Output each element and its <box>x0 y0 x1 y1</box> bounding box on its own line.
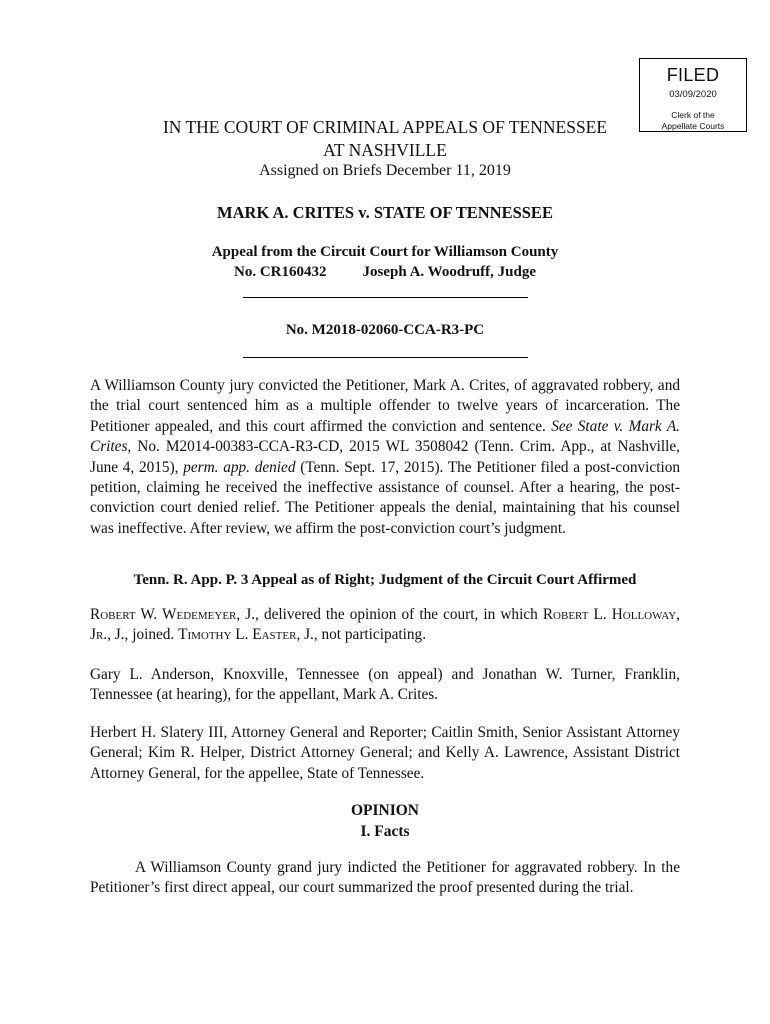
appeal-info <box>90 242 680 282</box>
facts-paragraph: A Williamson County grand jury indicted the Petitioner for aggravated robbery. In the Petitioner’s first direct appeal, our court summarized the proof presented during the trial. <box>90 859 680 897</box>
docket-number: No. M2018-02060-CCA-R3-PC <box>285 322 485 338</box>
appellee-counsel: Herbert H. Slatery III, Attorney General and Reporter; Caitlin Smith, Senior Assistant Attorney General; Kim R. Helper, District Attorney General; and Kelly A. Lawrence, Assistant District Attorney General, for the appellee, State of Tennessee. <box>90 724 680 782</box>
judges-text: , J., delivered the opinion of the court, in which <box>236 606 543 623</box>
summary-text: A Williamson County jury convicted the Petitioner, Mark A. Crites, of aggravated robbery, and the trial court sentenced him as a multiple offender to twelve years of incarceration. The Petitioner appealed, and this court affirmed the conviction and sentence. <box>90 377 680 435</box>
case-title: MARK A. CRITES v. STATE OF TENNESSEE <box>217 203 553 222</box>
lower-court-number: No. CR160432 <box>233 264 327 280</box>
section-title: I. Facts <box>360 823 410 840</box>
trial-judge: Joseph A. Woodruff, Judge <box>362 264 536 280</box>
author-judge: Robert W. Wedemeyer <box>90 606 237 623</box>
summary-perm-app: perm. app. denied <box>183 458 296 476</box>
appellant-counsel: Gary L. Anderson, Knoxville, Tennessee (on appeal) and Jonathan W. Turner, Franklin, Tennessee (at hearing), for the appellant, Mark A. Crites. <box>90 666 680 704</box>
opinion-title: OPINION <box>350 802 420 819</box>
court-heading <box>90 116 680 162</box>
summary-citation: See State v. Mark A. Crites <box>90 417 680 456</box>
clerk-line-2: Appellate Courts <box>661 120 725 131</box>
filed-label: FILED <box>666 65 720 85</box>
summary-text: (Tenn. Sept. 17, 2015). The Petitioner filed a post-conviction petition, claiming he received the ineffective assistance of counsel. After a hearing, the post-conviction court denied relief. The Petitioner appeals the denial, maintaining that his counsel was ineffective. After review, we affirm the post-conviction court’s judgment. <box>90 458 680 537</box>
court-name: IN THE COURT OF CRIMINAL APPEALS OF TENNESSEE <box>162 117 608 137</box>
opinion-heading <box>90 800 680 842</box>
judges-paragraph <box>90 605 680 646</box>
holding-line: Tenn. R. App. P. 3 Appeal as of Right; Judgment of the Circuit Court Affirmed <box>133 572 637 588</box>
case-summary <box>90 376 680 539</box>
divider-rule <box>243 357 528 358</box>
judges-text: , J., joined. <box>107 626 179 644</box>
appeal-from: Appeal from the Circuit Court for Williamson County <box>211 244 559 260</box>
clerk-line-1: Clerk of the <box>671 109 715 120</box>
non-participating-judge: Timothy L. Easter <box>178 626 297 644</box>
divider-rule <box>243 297 528 298</box>
judges-text: , J., not participating. <box>296 626 427 644</box>
lower-court-line <box>90 262 680 282</box>
joining-judge: Robert L. Holloway, Jr. <box>90 606 680 644</box>
filed-date: 03/09/2020 <box>669 89 717 100</box>
summary-text: , No. M2014-00383-CCA-R3-CD, 2015 WL 3508042 (Tenn. Crim. App., at Nashville, June 4, 2015), <box>90 438 680 476</box>
court-location: AT NASHVILLE <box>323 140 447 160</box>
assigned-date: Assigned on Briefs December 11, 2019 <box>259 162 511 179</box>
